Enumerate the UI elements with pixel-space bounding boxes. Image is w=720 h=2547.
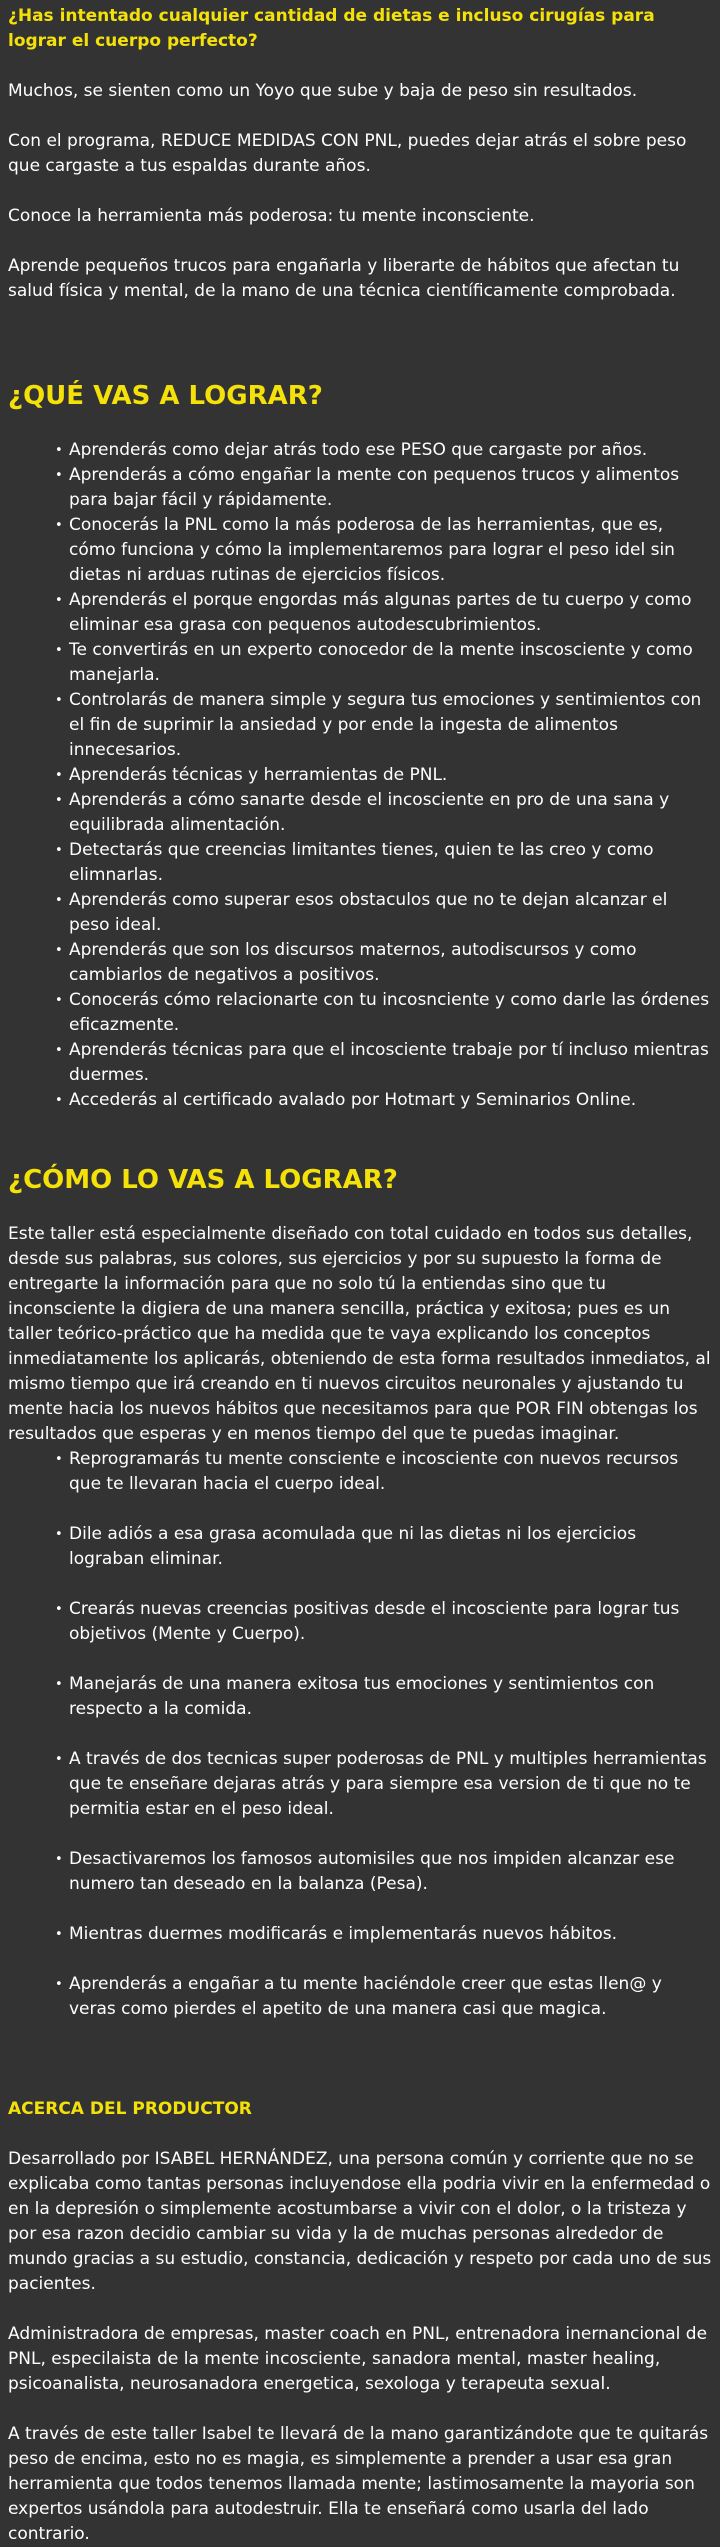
intro-paragraph: Muchos, se sienten como un Yoyo que sube y baja de peso sin resultados. — [8, 81, 638, 101]
achieve-section-title: ¿QUÉ VAS A LOGRAR? — [8, 381, 323, 411]
producer-section-title: ACERCA DEL PRODUCTOR — [8, 2099, 252, 2119]
list-item: • Conocerás la PNL como la más poderosa de las herramientas, que es, cómo funciona y cómo la implementaremos para lograr el peso idel sin dietas ni arduas rutinas de ejercicios físicos. — [61, 513, 712, 588]
intro-paragraph: Conoce la herramienta más poderosa: tu mente inconsciente. — [8, 206, 535, 226]
list-item: • Aprenderás a engañar a tu mente haciéndole creer que estas llen@ y veras como pierdes el apetito de una manera casi que magica. — [61, 1972, 712, 2022]
intro-headline: ¿Has intentado cualquier cantidad de dietas e incluso cirugías para lograr el cuerpo perfecto? — [8, 6, 655, 51]
how-section-title: ¿CÓMO LO VAS A LOGRAR? — [8, 1165, 398, 1195]
list-item: • Aprenderás el porque engordas más algunas partes de tu cuerpo y como eliminar esa grasa con pequenos autodescubrimientos. — [61, 588, 712, 638]
list-item: • Aprenderás técnicas para que el incosciente trabaje por tí incluso mientras duermes. — [61, 1038, 712, 1088]
list-item: • A través de dos tecnicas super poderosas de PNL y multiples herramientas que te enseñare dejaras atrás y para siempre esa version de ti que no te permitia estar en el peso ideal. — [61, 1747, 712, 1822]
list-item: • Aprenderás como superar esos obstaculos que no te dejan alcanzar el peso ideal. — [61, 888, 712, 938]
intro-paragraph: Aprende pequeños trucos para engañarla y liberarte de hábitos que afectan tu salud física y mental, de la mano de una técnica científicamente comprobada. — [8, 256, 680, 301]
list-item: • Detectarás que creencias limitantes tienes, quien te las creo y como elimnarlas. — [61, 838, 712, 888]
list-item: • Manejarás de una manera exitosa tus emociones y sentimientos con respecto a la comida. — [61, 1672, 712, 1722]
list-item: • Mientras duermes modificarás e implementarás nuevos hábitos. — [61, 1922, 712, 1947]
list-item: • Aprenderás a cómo sanarte desde el incosciente en pro de una sana y equilibrada alimentación. — [61, 788, 712, 838]
how-list — [8, 1447, 712, 2022]
list-item: • Conocerás cómo relacionarte con tu incosnciente y como darle las órdenes eficazmente. — [61, 988, 712, 1038]
list-item: • Aprenderás que son los discursos maternos, autodiscursos y como cambiarlos de negativos a positivos. — [61, 938, 712, 988]
list-item: • Crearás nuevas creencias positivas desde el incosciente para lograr tus objetivos (Mente y Cuerpo). — [61, 1597, 712, 1647]
list-item: • Controlarás de manera simple y segura tus emociones y sentimientos con el fin de suprimir la ansiedad y por ende la ingesta de alimentos innecesarios. — [61, 688, 712, 763]
list-item: • Reprogramarás tu mente consciente e incosciente con nuevos recursos que te llevaran hacia el cuerpo ideal. — [61, 1447, 712, 1497]
list-item: • Dile adiós a esa grasa acomulada que ni las dietas ni los ejercicios lograban eliminar. — [61, 1522, 712, 1572]
intro-paragraph: Con el programa, REDUCE MEDIDAS CON PNL, puedes dejar atrás el sobre peso que cargaste a tus espaldas durante años. — [8, 131, 687, 176]
producer-paragraph: A través de este taller Isabel te llevará de la mano garantizándote que te quitarás peso de encima, esto no es magia, es simplemente a prender a usar esa gran herramienta que todos tenemos llamada mente; lastimosamente la mayoria son expertos usándola para autodestruir. Ella te enseñará como usarla del lado contrario. — [8, 2424, 709, 2544]
list-item: • Accederás al certificado avalado por Hotmart y Seminarios Online. — [61, 1088, 712, 1113]
producer-paragraph: Desarrollado por ISABEL HERNÁNDEZ, una persona común y corriente que no se explicaba como tantas personas incluyendose ella podria vivir en la enfermedad o en la depresión o simplemente acostumbarse a vivir con el dolor, o la tristeza y por esa razon decidio cambiar su vida y la de muchas personas alrededor de mundo gracias a su estudio, constancia, dedicación y respeto por cada uno de sus pacientes. — [8, 2149, 712, 2294]
list-item: • Desactivaremos los famosos automisiles que nos impiden alcanzar ese numero tan deseado en la balanza (Pesa). — [61, 1847, 712, 1897]
producer-paragraph: Administradora de empresas, master coach en PNL, entrenadora inernancional de PNL, especilaista de la mente incosciente, sanadora mental, master healing, psicoanalista, neurosanadora energetica, sexologa y terapeuta sexual. — [8, 2324, 708, 2394]
list-item: • Aprenderás a cómo engañar la mente con pequenos trucos y alimentos para bajar fácil y rápidamente. — [61, 463, 712, 513]
list-item: • Aprenderás como dejar atrás todo ese PESO que cargaste por años. — [61, 438, 712, 463]
achieve-list — [8, 438, 712, 1113]
list-item: • Aprenderás técnicas y herramientas de PNL. — [61, 763, 712, 788]
list-item: • Te convertirás en un experto conocedor de la mente inscosciente y como manejarla. — [61, 638, 712, 688]
how-paragraph: Este taller está especialmente diseñado con total cuidado en todos sus detalles, desde sus palabras, sus colores, sus ejercicios y por su supuesto la forma de entregarte la información para que no solo tú la entiendas sino que tu inconsciente la digiera de una manera sencilla, práctica y exitosa; pues es un taller teórico-práctico que ha medida que te vaya explicando los conceptos inmediatamente los aplicarás, obteniendo de esta forma resultados inmediatos, al mismo tiempo que irá creando en ti nuevos circuitos neuronales y ajustando tu mente hacia los nuevos hábitos que necesitamos para que POR FIN obtengas los resultados que esperas y en menos tiempo del que te puedas imaginar. — [8, 1224, 711, 1444]
